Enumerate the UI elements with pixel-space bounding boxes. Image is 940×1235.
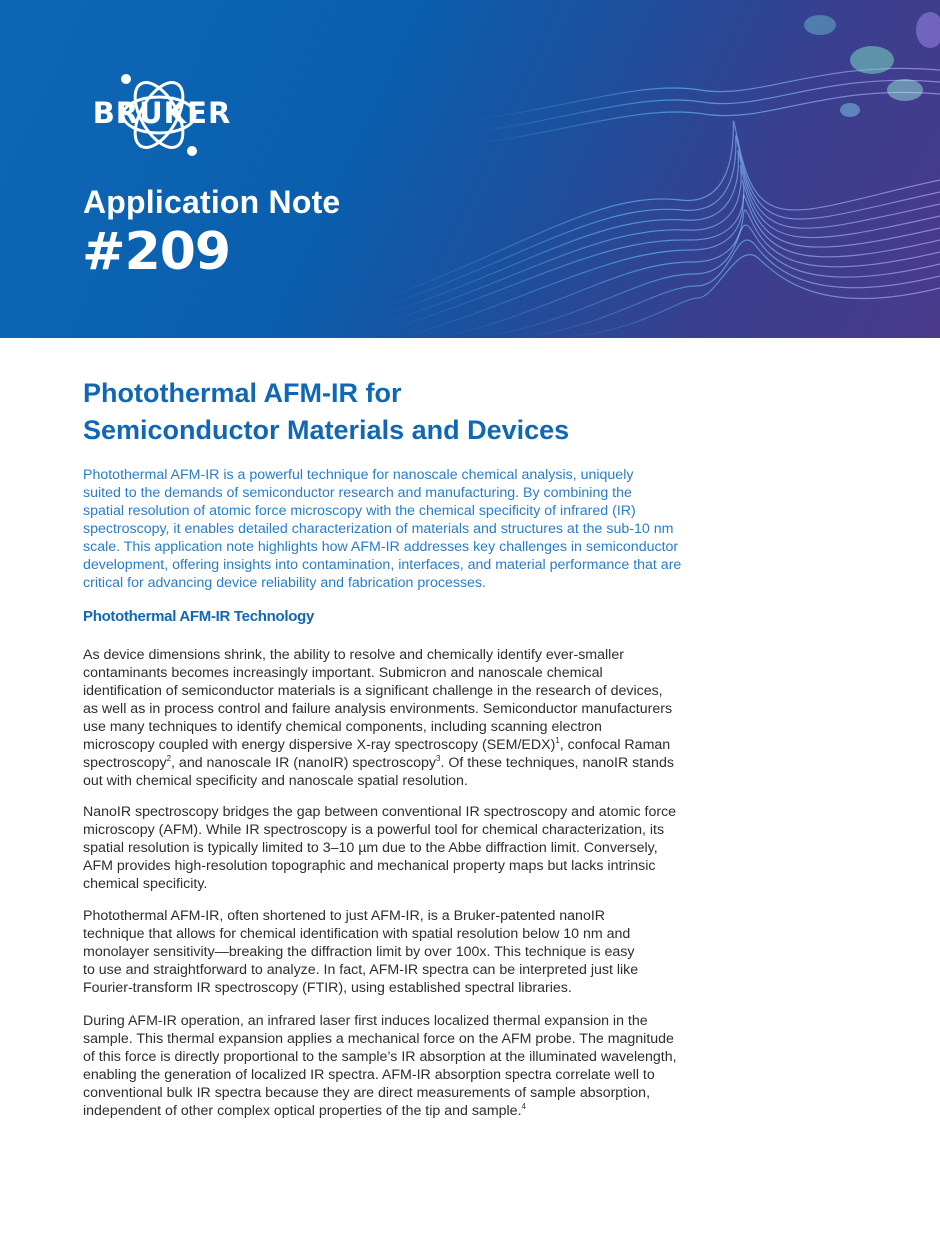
intro-line: critical for advancing device reliability and fabrication processes. — [83, 575, 486, 591]
body-line — [83, 754, 703, 772]
body-line: NanoIR spectroscopy bridges the gap between conventional IR spectroscopy and atomic force — [83, 804, 677, 820]
body-line: identification of semiconductor materials is a significant challenge in the research of devices, — [83, 683, 663, 699]
body-paragraph-2 — [83, 803, 703, 893]
body-line: As device dimensions shrink, the ability to resolve and chemically identify ever-smaller — [83, 647, 624, 663]
body-line — [83, 736, 703, 754]
header-banner — [0, 0, 940, 338]
body-line: use many techniques to identify chemical components, including scanning electron — [83, 719, 602, 735]
body-paragraph-3 — [83, 907, 703, 997]
body-line: Fourier-transform IR spectroscopy (FTIR), using established spectral libraries. — [83, 980, 572, 996]
intro-paragraph — [83, 466, 703, 592]
body-line: technique that allows for chemical identification with spatial resolution below 10 nm and — [83, 926, 631, 942]
body-text: microscopy coupled with energy dispersive X-ray spectroscopy (SEM/EDX) — [83, 737, 556, 753]
body-line: to use and straightforward to analyze. In fact, AFM-IR spectra can be interpreted just like — [83, 962, 639, 978]
citation-ref: 1 — [555, 736, 560, 745]
page-title — [83, 375, 569, 449]
body-paragraph-4 — [83, 1012, 703, 1120]
section-heading: Photothermal AFM-IR Technology — [83, 608, 314, 625]
intro-line: spectroscopy, it enables detailed characterization of materials and structures at the sub-10 nm — [83, 521, 674, 537]
body-line: During AFM-IR operation, an infrared laser first induces localized thermal expansion in the — [83, 1013, 648, 1029]
body-line: microscopy (AFM). While IR spectroscopy is a powerful tool for chemical characterization, its — [83, 822, 665, 838]
doc-type-label: Application Note — [83, 184, 341, 220]
body-line: Photothermal AFM-IR, often shortened to just AFM-IR, is a Bruker-patented nanoIR — [83, 908, 606, 924]
citation-ref: 3 — [436, 754, 441, 763]
body-line: as well as in process control and failure analysis environments. Semiconductor manufacturers — [83, 701, 673, 717]
body-line: conventional bulk IR spectra because they are direct measurements of sample absorption, — [83, 1085, 651, 1101]
intro-line: development, offering insights into contamination, interfaces, and material performance that are — [83, 557, 682, 573]
intro-line: suited to the demands of semiconductor research and manufacturing. By combining the — [83, 485, 632, 501]
body-text: spectroscopy — [83, 755, 167, 771]
title-line: Semiconductor Materials and Devices — [83, 415, 570, 445]
citation-ref: 2 — [166, 754, 172, 763]
body-text: independent of other complex optical properties of the tip and sample. — [83, 1103, 522, 1119]
body-line: spatial resolution is typically limited to 3–10 µm due to the Abbe diffraction limit. Conversely, — [83, 840, 658, 856]
logo-text: BRUKER — [92, 96, 232, 130]
doc-number: #209 — [82, 222, 231, 282]
body-line: enabling the generation of localized IR spectra. AFM-IR absorption spectra correlate well to — [83, 1067, 655, 1083]
body-line: monolayer sensitivity—breaking the diffraction limit by over 100x. This technique is easy — [83, 944, 635, 960]
body-line: of this force is directly proportional to the sample’s IR absorption at the illuminated wavelength, — [83, 1049, 677, 1065]
intro-line: Photothermal AFM-IR is a powerful technique for nanoscale chemical analysis, uniquely — [83, 467, 634, 483]
body-line — [83, 1102, 703, 1120]
body-paragraph-1 — [83, 646, 703, 790]
body-text: , confocal Raman — [559, 737, 671, 753]
body-line: sample. This thermal expansion applies a mechanical force on the AFM probe. The magnitude — [83, 1031, 674, 1047]
body-text: . Of these techniques, nanoIR stands — [440, 755, 674, 771]
bruker-logo — [74, 70, 244, 160]
body-line: contaminants becomes increasingly important. Submicron and nanoscale chemical — [83, 665, 603, 681]
body-text: , and nanoscale IR (nanoIR) spectroscopy — [171, 755, 437, 771]
intro-line: scale. This application note highlights how AFM-IR addresses key challenges in semiconductor — [83, 539, 679, 555]
topography-artwork — [0, 0, 940, 338]
citation-ref: 4 — [521, 1102, 526, 1111]
body-line: out with chemical specificity and nanoscale spatial resolution. — [83, 773, 468, 789]
body-line: chemical specificity. — [83, 876, 208, 892]
title-line: Photothermal AFM-IR for — [83, 378, 402, 408]
body-line: AFM provides high-resolution topographic and mechanical property maps but lacks intrinsic — [83, 858, 656, 874]
intro-line: spatial resolution of atomic force microscopy with the chemical specificity of infrared (IR) — [83, 503, 636, 519]
